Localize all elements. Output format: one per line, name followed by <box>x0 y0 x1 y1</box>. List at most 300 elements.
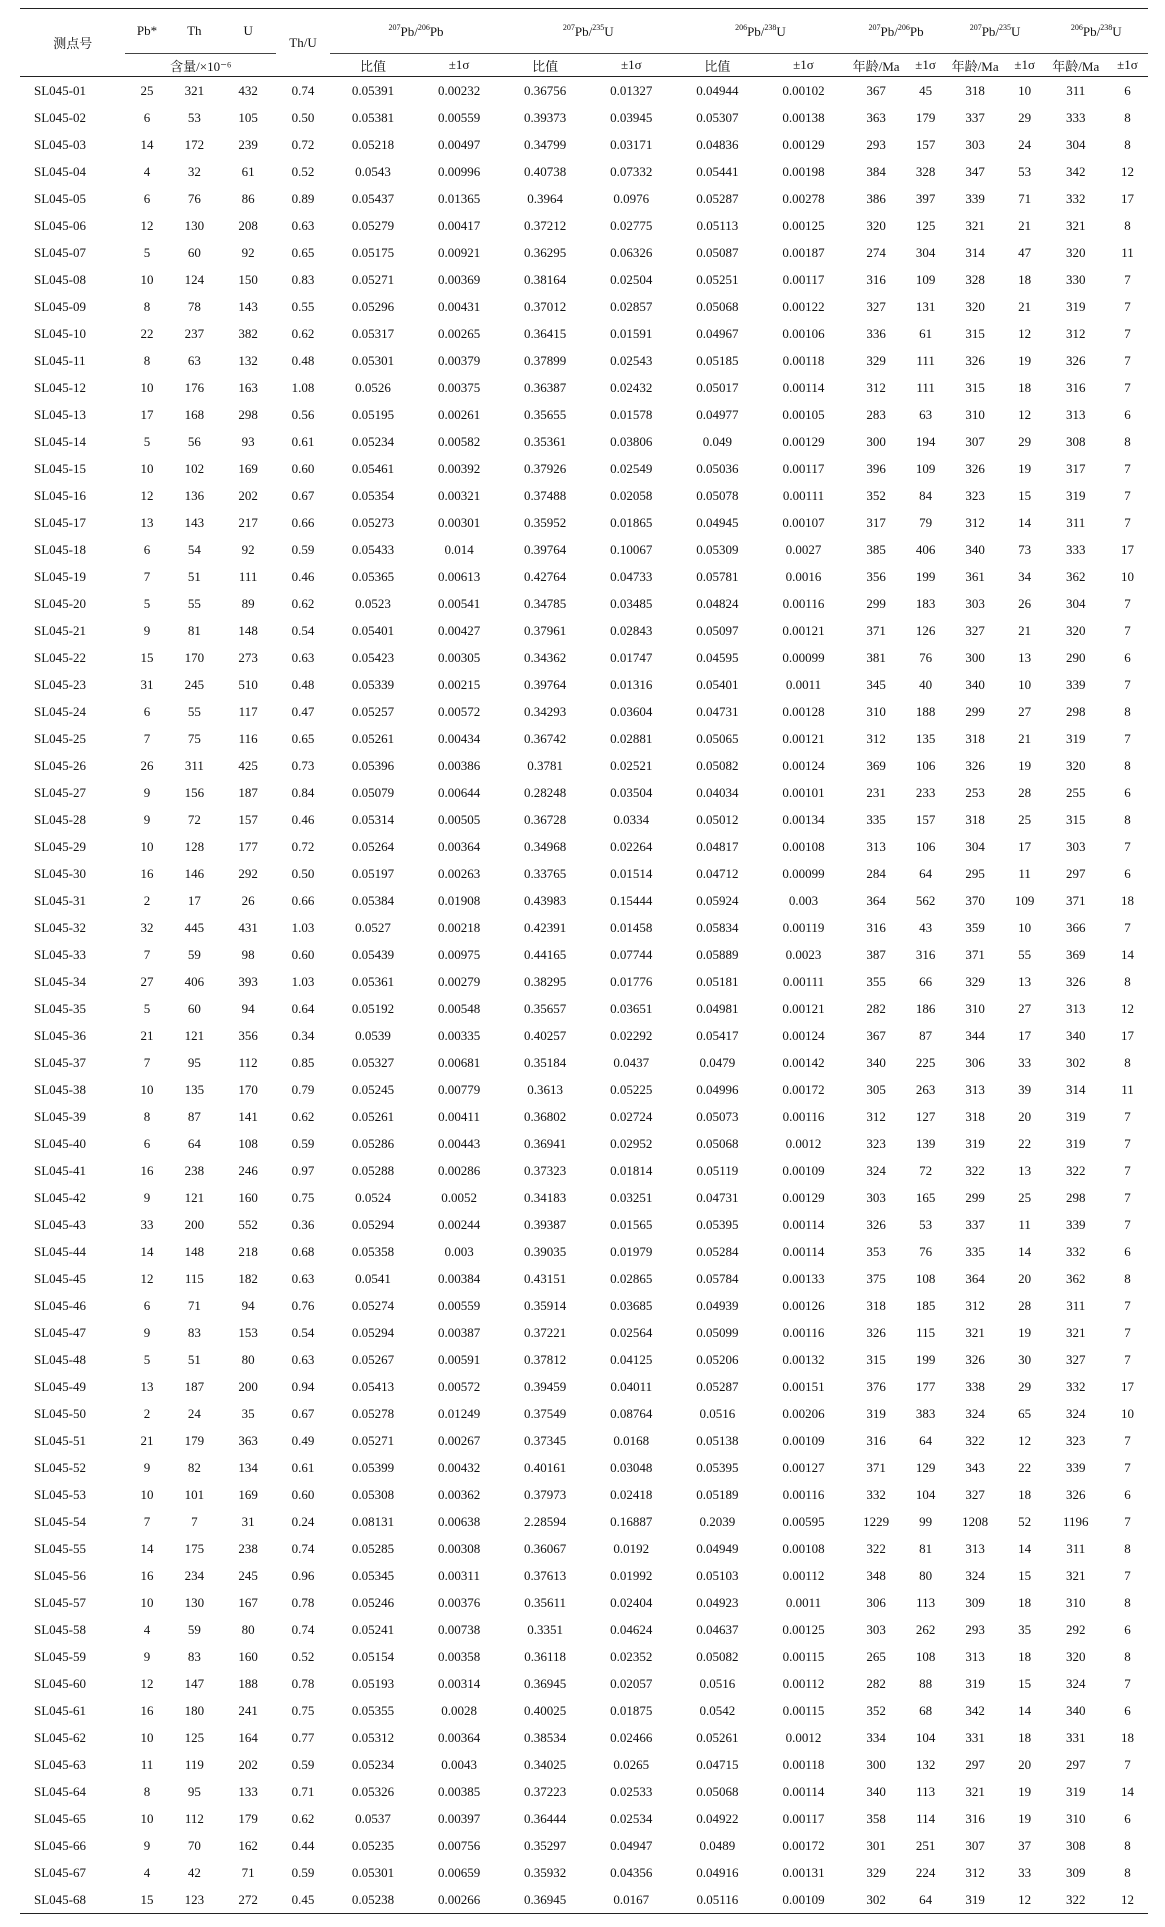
table-cell: 238 <box>238 1540 258 1556</box>
table-cell: 33 <box>140 1216 154 1232</box>
table-cell: 28 <box>1018 784 1032 800</box>
table-cell: 0.05401 <box>351 622 395 638</box>
table-cell: 0.00261 <box>437 406 481 422</box>
table-cell: 0.37488 <box>524 487 567 503</box>
table-cell: 314 <box>1066 1081 1086 1097</box>
table-row <box>20 833 1148 860</box>
table-cell: 310 <box>965 1000 985 1016</box>
table-cell: 371 <box>866 1459 886 1475</box>
table-cell: 19 <box>1018 757 1032 773</box>
table-cell: 303 <box>965 595 985 611</box>
table-cell: 0.36067 <box>524 1540 567 1556</box>
table-cell: 0.00321 <box>437 487 481 503</box>
table-cell: 0.52 <box>291 163 315 179</box>
cell-spot-id: SL045-35 <box>34 1000 86 1016</box>
table-cell: 309 <box>965 1594 985 1610</box>
table-cell: 0.00591 <box>437 1351 481 1367</box>
table-cell: 157 <box>238 811 258 827</box>
table-cell: 37 <box>1018 1837 1032 1853</box>
table-cell: 0.05308 <box>351 1486 395 1502</box>
table-cell: 33 <box>1018 1864 1032 1880</box>
table-cell: 0.05068 <box>696 1783 739 1799</box>
table-cell: 113 <box>916 1594 936 1610</box>
table-cell: 131 <box>915 298 936 314</box>
table-cell: 0.02775 <box>610 217 653 233</box>
table-cell: 11 <box>1121 244 1134 260</box>
table-cell: 182 <box>238 1270 258 1286</box>
table-cell: 317 <box>866 514 886 530</box>
table-cell: 163 <box>238 379 258 395</box>
cell-spot-id: SL045-37 <box>34 1054 86 1070</box>
table-cell: 0.05261 <box>351 730 395 746</box>
table-cell: 0.00497 <box>437 136 481 152</box>
table-cell: 334 <box>866 1729 886 1745</box>
table-cell: 425 <box>238 757 258 773</box>
table-cell: 0.05264 <box>351 838 395 854</box>
table-cell: 0.05267 <box>351 1351 395 1367</box>
table-cell: 169 <box>238 460 258 476</box>
table-cell: 316 <box>915 946 936 962</box>
table-cell: 0.05113 <box>696 217 739 233</box>
table-cell: 0.05399 <box>351 1459 395 1475</box>
table-cell: 15 <box>140 649 154 665</box>
table-cell: 0.74 <box>291 1540 315 1556</box>
table-cell: 21 <box>140 1027 154 1043</box>
table-cell: 11 <box>1121 1081 1134 1097</box>
table-cell: 0.62 <box>291 1810 315 1826</box>
table-cell: 7 <box>1124 487 1131 503</box>
table-cell: 0.05301 <box>351 1864 395 1880</box>
cell-spot-id: SL045-02 <box>34 109 86 125</box>
table-cell: 0.00099 <box>782 649 825 665</box>
table-row <box>20 1049 1148 1076</box>
table-cell: 0.74 <box>291 1621 315 1637</box>
table-cell: 7 <box>191 1513 198 1529</box>
cell-spot-id: SL045-20 <box>34 595 86 611</box>
table-cell: 0.02534 <box>610 1810 653 1826</box>
table-cell: 0.35914 <box>524 1297 567 1313</box>
table-cell: 150 <box>238 271 258 287</box>
table-row <box>20 1697 1148 1724</box>
table-cell: 0.05361 <box>351 973 395 989</box>
table-cell: 108 <box>915 1270 936 1286</box>
header-sigma: ±1σ <box>448 57 470 72</box>
table-cell: 0.05257 <box>351 703 395 719</box>
table-cell: 0.0527 <box>355 919 391 935</box>
header-r75: $^{207}$Pb/$^{235}$U <box>502 9 674 54</box>
table-cell: 0.05314 <box>351 811 395 827</box>
table-cell: 322 <box>965 1432 985 1448</box>
table-cell: 318 <box>965 811 985 827</box>
table-cell: 141 <box>238 1108 258 1124</box>
cell-spot-id: SL045-59 <box>34 1648 86 1664</box>
table-cell: 0.00265 <box>437 325 481 341</box>
table-cell: 297 <box>965 1756 985 1772</box>
table-cell: 53 <box>919 1216 933 1232</box>
table-cell: 29 <box>1018 433 1032 449</box>
table-cell: 0.89 <box>291 190 315 206</box>
header-r76: $^{207}$Pb/$^{206}$Pb <box>330 9 502 54</box>
table-cell: 0.05781 <box>696 568 739 584</box>
table-cell: 340 <box>965 541 985 557</box>
table-cell: 0.05287 <box>696 1378 739 1394</box>
table-cell: 0.03485 <box>610 595 653 611</box>
table-row <box>20 185 1148 212</box>
table-cell: 170 <box>184 649 205 665</box>
table-cell: 9 <box>143 1189 151 1205</box>
table-cell: 241 <box>238 1702 258 1718</box>
table-cell: 25 <box>140 82 154 98</box>
table-row <box>20 1616 1148 1643</box>
table-cell: 10 <box>1120 568 1134 584</box>
table-cell: 28 <box>1018 1297 1032 1313</box>
table-cell: 63 <box>187 352 201 368</box>
table-cell: 80 <box>919 1567 933 1583</box>
table-cell: 0.05185 <box>696 352 739 368</box>
table-cell: 0.00172 <box>782 1837 825 1853</box>
table-cell: 0.60 <box>291 946 315 962</box>
table-cell: 0.05396 <box>351 757 395 773</box>
table-cell: 7 <box>143 1513 151 1529</box>
table-cell: 324 <box>965 1405 985 1421</box>
table-cell: 342 <box>1066 163 1086 179</box>
table-cell: 0.00112 <box>782 1567 825 1583</box>
table-cell: 322 <box>1066 1162 1086 1178</box>
table-cell: 17 <box>1120 541 1134 557</box>
table-cell: 113 <box>916 1783 936 1799</box>
table-cell: 115 <box>184 1270 204 1286</box>
table-cell: 300 <box>866 433 886 449</box>
table-cell: 0.05381 <box>351 109 395 125</box>
table-cell: 0.05278 <box>351 1405 395 1421</box>
table-cell: 320 <box>866 217 886 233</box>
table-cell: 562 <box>915 892 936 908</box>
table-cell: 332 <box>1066 1243 1086 1259</box>
table-cell: 12 <box>1018 406 1032 422</box>
table-cell: 92 <box>241 541 255 557</box>
table-cell: 0.34183 <box>524 1189 567 1205</box>
table-cell: 0.07332 <box>610 163 653 179</box>
table-cell: 33 <box>1018 1054 1032 1070</box>
header-th: Th <box>169 9 221 54</box>
table-cell: 0.00114 <box>782 1783 825 1799</box>
header-pb: Pb* <box>125 9 168 54</box>
table-cell: 315 <box>965 325 985 341</box>
table-cell: 0.37223 <box>524 1783 567 1799</box>
table-cell: 0.05345 <box>351 1567 395 1583</box>
table-cell: 0.00116 <box>782 1324 825 1340</box>
table-cell: 340 <box>1066 1027 1086 1043</box>
table-row <box>20 1643 1148 1670</box>
table-cell: 0.38534 <box>524 1729 567 1745</box>
table-cell: 16 <box>140 1702 154 1718</box>
table-cell: 0.04712 <box>696 865 739 881</box>
table-cell: 0.01249 <box>437 1405 481 1421</box>
table-cell: 0.00232 <box>437 82 481 98</box>
table-cell: 0.00118 <box>782 352 825 368</box>
table-cell: 71 <box>241 1864 255 1880</box>
table-cell: 72 <box>919 1162 933 1178</box>
table-cell: 186 <box>915 1000 936 1016</box>
table-cell: 0.61 <box>291 1459 315 1475</box>
table-cell: 0.37345 <box>524 1432 567 1448</box>
table-cell: 0.01979 <box>610 1243 653 1259</box>
table-cell: 13 <box>140 1378 154 1394</box>
table-cell: 7 <box>1124 1351 1131 1367</box>
table-cell: 329 <box>866 1864 886 1880</box>
table-cell: 6 <box>1124 784 1131 800</box>
table-cell: 313 <box>965 1540 985 1556</box>
table-cell: 27 <box>1018 703 1032 719</box>
table-cell: 302 <box>1066 1054 1086 1070</box>
table-cell: 165 <box>915 1189 936 1205</box>
table-cell: 12 <box>140 217 154 233</box>
table-cell: 340 <box>866 1054 886 1070</box>
table-cell: 0.00111 <box>782 973 825 989</box>
table-cell: 0.00387 <box>437 1324 481 1340</box>
table-cell: 0.00443 <box>437 1135 481 1151</box>
table-row <box>20 941 1148 968</box>
table-cell: 0.76 <box>291 1297 315 1313</box>
table-cell: 18 <box>1120 892 1134 908</box>
table-cell: 8 <box>1124 433 1131 449</box>
table-cell: 7 <box>1124 1756 1131 1772</box>
table-cell: 17 <box>1018 1027 1032 1043</box>
table-cell: 111 <box>916 379 935 395</box>
table-cell: 324 <box>965 1567 985 1583</box>
table-cell: 6 <box>143 1135 151 1151</box>
table-cell: 133 <box>238 1783 258 1799</box>
table-cell: 0.05288 <box>351 1162 395 1178</box>
table-cell: 5 <box>143 1351 151 1367</box>
table-cell: 0.47 <box>291 703 315 719</box>
table-cell: 8 <box>1124 1864 1131 1880</box>
table-cell: 1.03 <box>291 973 315 989</box>
header-ratio: 比值 <box>704 58 731 74</box>
table-row <box>20 293 1148 320</box>
table-row <box>20 509 1148 536</box>
table-cell: 0.00101 <box>782 784 825 800</box>
table-cell: 0.00115 <box>782 1648 825 1664</box>
table-cell: 0.36756 <box>524 82 567 98</box>
table-cell: 0.00116 <box>782 595 825 611</box>
table-cell: 321 <box>1066 1324 1086 1340</box>
table-cell: 352 <box>866 487 886 503</box>
table-cell: 136 <box>184 487 205 503</box>
table-cell: 0.049 <box>702 433 732 449</box>
table-cell: 0.05068 <box>696 298 739 314</box>
table-cell: 6 <box>1124 1810 1131 1826</box>
table-cell: 177 <box>915 1378 936 1394</box>
table-cell: 8 <box>1124 1837 1131 1853</box>
table-cell: 0.04011 <box>610 1378 653 1394</box>
table-cell: 364 <box>866 892 886 908</box>
table-cell: 358 <box>866 1810 886 1826</box>
table-header <box>20 9 1148 77</box>
table-cell: 8 <box>143 1783 151 1799</box>
table-cell: 319 <box>1066 1783 1086 1799</box>
table-row <box>20 725 1148 752</box>
table-cell: 111 <box>916 352 935 368</box>
table-cell: 20 <box>1018 1270 1032 1286</box>
table-cell: 0.00109 <box>782 1162 825 1178</box>
table-cell: 19 <box>1018 352 1032 368</box>
table-cell: 0.04731 <box>696 703 739 719</box>
table-cell: 0.00548 <box>437 1000 481 1016</box>
table-cell: 10 <box>140 460 154 476</box>
table-cell: 125 <box>184 1729 205 1745</box>
header-sigma: ±1σ <box>793 57 814 72</box>
header-ratio: 比值 <box>532 58 559 74</box>
table-cell: 0.00659 <box>437 1864 481 1880</box>
table-cell: 298 <box>1066 1189 1086 1205</box>
table-cell: 22 <box>140 325 154 341</box>
table-cell: 5 <box>143 595 151 611</box>
table-cell: 40 <box>919 676 933 692</box>
table-cell: 320 <box>1066 1648 1086 1664</box>
header-age: 年龄/Ma <box>951 58 999 74</box>
table-cell: 31 <box>140 676 154 692</box>
table-cell: 0.03604 <box>610 703 653 719</box>
table-cell: 335 <box>866 811 886 827</box>
table-cell: 265 <box>866 1648 886 1664</box>
table-cell: 0.0016 <box>785 568 822 584</box>
table-cell: 0.36295 <box>524 244 567 260</box>
table-cell: 202 <box>238 1756 258 1772</box>
table-cell: 321 <box>1066 217 1086 233</box>
table-cell: 11 <box>1018 865 1031 881</box>
table-cell: 0.04967 <box>696 325 739 341</box>
cell-spot-id: SL045-18 <box>34 541 86 557</box>
table-cell: 0.04125 <box>610 1351 653 1367</box>
table-row <box>20 1535 1148 1562</box>
header-age: 年龄/Ma <box>852 58 900 74</box>
cell-spot-id: SL045-48 <box>34 1351 86 1367</box>
table-cell: 0.01865 <box>610 514 653 530</box>
table-cell: 0.01776 <box>610 973 653 989</box>
table-cell: 0.05246 <box>351 1594 395 1610</box>
table-cell: 0.08131 <box>351 1513 395 1529</box>
table-cell: 63 <box>919 406 933 422</box>
table-cell: 0.05461 <box>351 460 395 476</box>
table-cell: 0.00109 <box>782 1432 825 1448</box>
table-cell: 321 <box>965 1324 985 1340</box>
table-cell: 0.04947 <box>610 1837 653 1853</box>
table-cell: 0.05834 <box>696 919 739 935</box>
table-cell: 0.00314 <box>437 1675 481 1691</box>
cell-spot-id: SL045-44 <box>34 1243 86 1259</box>
table-row <box>20 1157 1148 1184</box>
table-cell: 0.01327 <box>610 82 653 98</box>
table-cell: 0.05279 <box>351 217 395 233</box>
table-cell: 328 <box>965 271 985 287</box>
table-cell: 316 <box>965 1810 985 1826</box>
table-cell: 297 <box>1066 865 1086 881</box>
table-cell: 0.00119 <box>782 919 825 935</box>
table-cell: 311 <box>1066 82 1086 98</box>
table-cell: 132 <box>238 352 258 368</box>
table-cell: 0.34293 <box>524 703 567 719</box>
cell-spot-id: SL045-13 <box>34 406 86 422</box>
table-cell: 0.00385 <box>437 1783 481 1799</box>
table-cell: 18 <box>1018 1594 1032 1610</box>
table-cell: 0.05274 <box>351 1297 395 1313</box>
table-cell: 0.00117 <box>782 1810 825 1826</box>
cell-spot-id: SL045-40 <box>34 1135 86 1151</box>
table-cell: 7 <box>1124 325 1131 341</box>
table-cell: 0.0489 <box>699 1837 736 1853</box>
table-cell: 307 <box>965 1837 985 1853</box>
table-cell: 340 <box>965 676 985 692</box>
table-cell: 321 <box>965 217 985 233</box>
table-cell: 153 <box>238 1324 258 1340</box>
table-cell: 45 <box>919 82 933 98</box>
table-cell: 9 <box>143 622 151 638</box>
table-cell: 0.05079 <box>351 784 395 800</box>
table-cell: 0.0437 <box>613 1054 650 1070</box>
table-cell: 263 <box>915 1081 936 1097</box>
table-cell: 0.61 <box>291 433 315 449</box>
table-row <box>20 1427 1148 1454</box>
table-cell: 313 <box>866 838 886 854</box>
table-cell: 312 <box>866 379 886 395</box>
table-cell: 0.63 <box>291 217 315 233</box>
table-row <box>20 1265 1148 1292</box>
table-cell: 306 <box>866 1594 886 1610</box>
table-cell: 179 <box>915 109 936 125</box>
table-cell: 55 <box>1018 946 1032 962</box>
table-cell: 7 <box>1124 379 1131 395</box>
table-cell: 0.00595 <box>782 1513 825 1529</box>
table-cell: 0.00138 <box>782 109 825 125</box>
table-cell: 82 <box>187 1459 201 1475</box>
table-cell: 0.37549 <box>524 1405 567 1421</box>
table-cell: 318 <box>866 1297 886 1313</box>
table-cell: 0.0976 <box>613 190 650 206</box>
table-cell: 0.00206 <box>782 1405 825 1421</box>
table-cell: 327 <box>965 1486 985 1502</box>
table-cell: 0.00142 <box>782 1054 825 1070</box>
table-cell: 0.00434 <box>437 730 481 746</box>
table-cell: 313 <box>965 1081 985 1097</box>
table-cell: 0.05195 <box>351 406 395 422</box>
table-cell: 371 <box>965 946 985 962</box>
table-cell: 14 <box>140 1540 154 1556</box>
table-cell: 323 <box>1066 1432 1086 1448</box>
table-cell: 0.43983 <box>524 892 567 908</box>
table-cell: 14 <box>1120 946 1134 962</box>
table-cell: 21 <box>140 1432 154 1448</box>
table-cell: 0.00431 <box>437 298 481 314</box>
header-ratio: 比值 <box>359 58 386 74</box>
table-cell: 327 <box>866 298 886 314</box>
table-cell: 0.01316 <box>610 676 653 692</box>
cell-spot-id: SL045-51 <box>34 1432 86 1448</box>
table-cell: 0.05355 <box>351 1702 395 1718</box>
table-cell: 0.59 <box>291 1756 315 1772</box>
table-cell: 0.35932 <box>524 1864 567 1880</box>
table-cell: 0.05116 <box>674 1886 760 1914</box>
table-cell: 0.05296 <box>351 298 395 314</box>
table-cell: 303 <box>965 136 985 152</box>
table-row <box>20 671 1148 698</box>
table-cell: 396 <box>866 460 886 476</box>
cell-spot-id: SL045-38 <box>34 1081 86 1097</box>
table-cell: 0.00505 <box>437 811 481 827</box>
table-cell: 39 <box>1018 1081 1032 1097</box>
table-cell: 0.01747 <box>610 649 653 665</box>
table-cell: 340 <box>1066 1702 1086 1718</box>
